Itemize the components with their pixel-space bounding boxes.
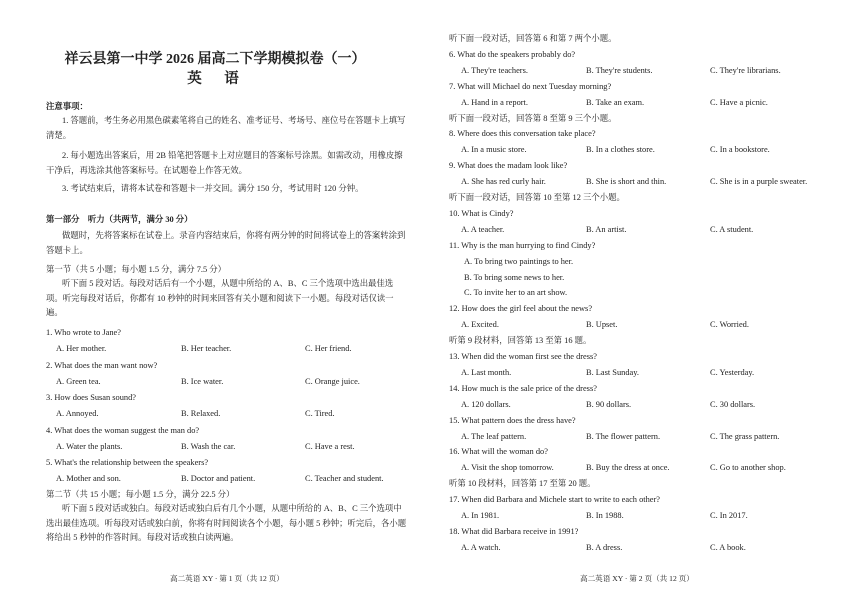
part1-intro: 做题时，先将答案标在试卷上。录音内容结束后，你将有两分钟的时间将试卷上的答案转涂到答题卡上。 <box>46 231 406 255</box>
section2-heading: 第二节（共 15 小题；每小题 1.5 分，满分 22.5 分） <box>46 490 235 499</box>
option-c: C. Have a picnic. <box>710 97 768 107</box>
option-a: A. The leaf pattern. <box>461 431 527 441</box>
question-text: 15. What pattern does the dress have? <box>449 415 576 425</box>
note-item: 3. 考试结束后，请将本试卷和答题卡一并交回。满分 150 分，考试用时 120 分钟。 <box>62 184 364 193</box>
option-b: B. They're students. <box>586 65 653 75</box>
option-a: A. In a music store. <box>461 145 527 155</box>
option-b: B. An artist. <box>586 224 627 234</box>
question-text: 听下面一段对话，回答第 10 至第 12 三个小题。 <box>449 193 625 202</box>
part1-heading: 第一部分 听力（共两节，满分 30 分） <box>46 215 193 224</box>
option-b: B. Wash the car. <box>181 441 236 451</box>
question-text: 8. Where does this conversation take place? <box>449 129 596 139</box>
option-b: B. She is short and thin. <box>586 177 667 187</box>
option-a: A. A watch. <box>461 542 501 552</box>
exam-subject: 英 语 <box>187 71 243 87</box>
question-text: 3. How does Susan sound? <box>46 393 137 402</box>
option-c: C. The grass pattern. <box>710 431 780 441</box>
option-c: C. She is in a purple sweater. <box>710 177 808 187</box>
option-a: A. She has red curly hair. <box>461 177 546 187</box>
exam-title: 祥云县第一中学 2026 届高二下学期模拟卷（一） <box>64 52 366 67</box>
option-c: C. Go to another shop. <box>710 463 786 473</box>
option-line: C. To invite her to an art show. <box>464 288 568 298</box>
option-b: B. In a clothes store. <box>586 145 655 155</box>
option-a: A. Hand in a report. <box>461 97 528 107</box>
option-b: B. Last Sunday. <box>586 367 639 377</box>
option-c: C. Teacher and student. <box>305 474 384 483</box>
question-text: 11. Why is the man hurrying to find Cindy? <box>449 240 596 250</box>
question-text: 18. What did Barbara receive in 1991? <box>449 526 579 536</box>
option-a: A. A teacher. <box>461 224 505 234</box>
question-text: 14. How much is the sale price of the dress? <box>449 383 597 393</box>
section2-intro: 听下面 5 段对话或独白。每段对话或独白后有几个小题，从题中所给的 A、B、C 三个选项中选出最佳选项。听每段对话或独白前，你将有时间阅读各个小题，每小题 5 秒钟；听完后，各小题将给出 5 秒钟的作答时间。每段对话或独白读两遍。 <box>46 504 407 542</box>
question-text: 4. What does the woman suggest the man do? <box>46 425 200 435</box>
option-c: C. They're librarians. <box>710 65 781 75</box>
option-b: B. 90 dollars. <box>586 399 632 409</box>
section1-heading: 第一节（共 5 小题；每小题 1.5 分，满分 7.5 分） <box>46 265 227 274</box>
option-a: A. They're teachers. <box>461 65 528 75</box>
option-c: C. Worried. <box>710 320 749 330</box>
question-text: 7. What will Michael do next Tuesday morning? <box>449 81 612 91</box>
page-footer: 高二英语 XY · 第 2 页（共 12 页） <box>580 574 694 583</box>
section1-intro: 听下面 5 段对话。每段对话后有一个小题，从题中所给的 A、B、C 三个选项中选出最佳选项。听完每段对话后，你都有 10 秒钟的时间来回答有关小题和阅读下一小题。每段对话仅读一遍。 <box>46 279 394 317</box>
question-text: 10. What is Cindy? <box>449 208 514 218</box>
question-text: 听下面一段对话，回答第 8 至第 9 三个小题。 <box>449 113 617 123</box>
option-a: A. Excited. <box>461 320 499 330</box>
option-b: B. Relaxed. <box>181 409 221 418</box>
note-item: 2. 每小题选出答案后，用 2B 铅笔把答题卡上对应题目的答案标号涂黑。如需改动，用橡皮擦干净后，再选涂其他答案标号。在试题卷上作答无效。 <box>46 151 403 175</box>
option-a: A. 120 dollars. <box>461 399 511 409</box>
notes-heading: 注意事项： <box>46 102 88 111</box>
option-c: C. Her friend. <box>305 344 352 353</box>
page-footer: 高二英语 XY · 第 1 页（共 12 页） <box>170 574 284 583</box>
option-c: C. Tired. <box>305 409 335 418</box>
option-c: C. A book. <box>710 542 746 552</box>
option-c: C. In a bookstore. <box>710 145 770 155</box>
option-line: A. To bring two paintings to her. <box>464 256 574 266</box>
option-b: B. Upset. <box>586 320 618 330</box>
option-b: B. A dress. <box>586 542 623 552</box>
question-text: 17. When did Barbara and Michele start to write to each other? <box>449 495 661 505</box>
question-text: 9. What does the madam look like? <box>449 161 568 171</box>
option-b: B. The flower pattern. <box>586 431 661 441</box>
option-b: B. Take an exam. <box>586 97 645 107</box>
note-item: 1. 答题前，考生务必用黑色碳素笔将自己的姓名、准考证号、考场号、座位号在答题卡上填写清楚。 <box>46 116 406 140</box>
option-c: C. Have a rest. <box>305 441 355 451</box>
option-b: B. Doctor and patient. <box>181 474 256 483</box>
question-text: 1. Who wrote to Jane? <box>46 328 121 337</box>
option-b: B. Her teacher. <box>181 344 232 353</box>
option-a: A. Green tea. <box>56 376 101 386</box>
option-a: A. Last month. <box>461 367 512 377</box>
option-line: B. To bring some news to her. <box>464 272 565 282</box>
question-text: 听下面一段对话，回答第 6 和第 7 两个小题。 <box>449 34 617 43</box>
option-c: C. 30 dollars. <box>710 399 756 409</box>
option-a: A. Water the plants. <box>56 441 123 451</box>
option-c: C. Orange juice. <box>305 376 360 386</box>
question-text: 5. What's the relationship between the speakers? <box>46 458 209 467</box>
question-text: 12. How does the girl feel about the news? <box>449 304 593 314</box>
question-text: 听第 10 段材料，回答第 17 至第 20 题。 <box>449 479 596 489</box>
option-b: B. Buy the dress at once. <box>586 463 670 473</box>
option-a: A. In 1981. <box>461 511 500 520</box>
option-a: A. Visit the shop tomorrow. <box>461 463 554 473</box>
option-c: C. A student. <box>710 224 754 234</box>
option-a: A. Mother and son. <box>56 474 121 483</box>
question-text: 听第 9 段材料，回答第 13 至第 16 题。 <box>449 336 592 346</box>
option-b: B. Ice water. <box>181 376 224 386</box>
question-text: 2. What does the man want now? <box>46 360 158 370</box>
option-a: A. Her mother. <box>56 344 107 353</box>
option-c: C. In 2017. <box>710 511 748 520</box>
option-c: C. Yesterday. <box>710 367 755 377</box>
page-2 <box>430 0 860 592</box>
question-text: 16. What will the woman do? <box>449 447 548 457</box>
option-b: B. In 1988. <box>586 511 624 520</box>
question-text: 13. When did the woman first see the dress? <box>449 352 597 361</box>
option-a: A. Annoyed. <box>56 409 99 418</box>
question-text: 6. What do the speakers probably do? <box>449 49 576 59</box>
